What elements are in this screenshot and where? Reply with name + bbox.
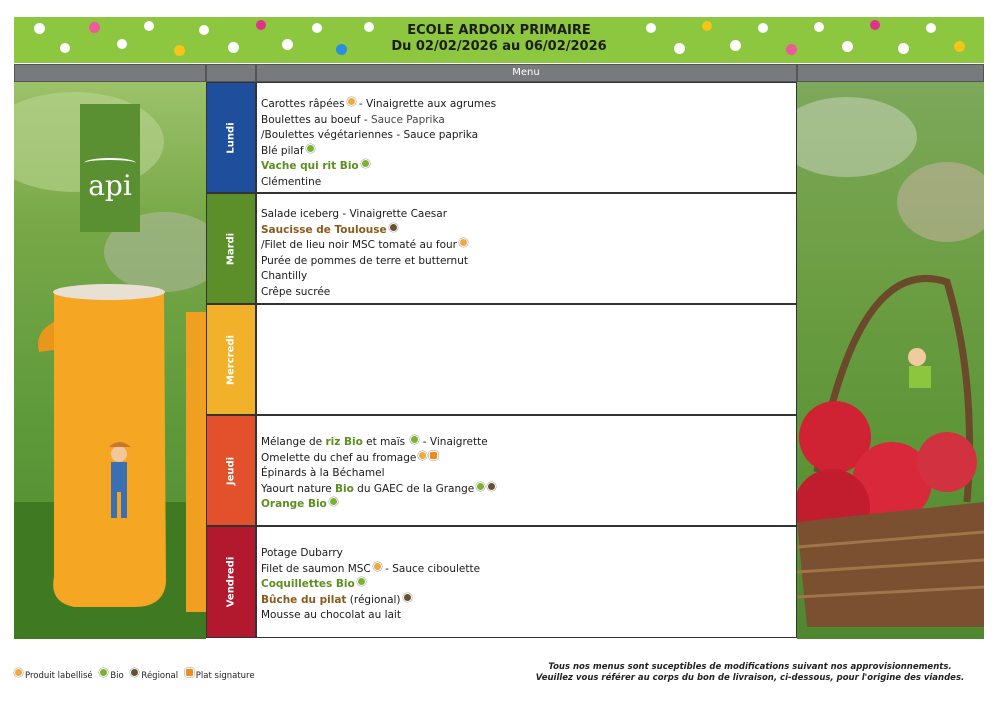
dish-name: Orange Bio	[261, 498, 327, 510]
dish-sauce: - Sauce ciboulette	[381, 562, 481, 575]
menu-line	[261, 97, 796, 113]
dish-name: Carottes râpées	[261, 98, 345, 110]
menu-line	[261, 113, 796, 129]
menu-line: Purée de pommes de terre et butternut	[261, 254, 468, 267]
bio-icon	[357, 577, 366, 586]
menu-cell-mercredi	[256, 304, 797, 415]
bio-icon	[329, 497, 338, 506]
regional-icon	[389, 223, 398, 232]
bio-icon	[99, 668, 108, 677]
day-jeudi	[206, 415, 256, 526]
bio-word: riz Bio	[325, 436, 363, 448]
note-line-2: Veuillez vous référer au corps du bon de livraison, ci-dessous, pour l'origine des viandes.	[535, 673, 965, 683]
legend-bio: Bio	[110, 671, 124, 681]
dish-name: Boulettes au boeuf -	[261, 113, 371, 126]
labelled-icon	[418, 451, 427, 460]
menu-line: Chantilly	[261, 270, 308, 282]
menu-line	[261, 577, 796, 593]
dish-name: /Filet de lieu noir MSC tomaté au four	[261, 239, 457, 251]
dish-origin: (régional)	[346, 593, 401, 606]
logo-text: api	[88, 169, 132, 202]
menu-cell-jeudi	[256, 415, 797, 526]
menu-line: Épinards à la Béchamel	[261, 467, 385, 479]
menu-cell-lundi	[256, 82, 797, 193]
day-mercredi	[206, 304, 256, 415]
dish-origin: du GAEC de la Grange	[353, 482, 475, 495]
menu-line	[261, 593, 796, 609]
footer-note	[530, 662, 970, 684]
day-mardi	[206, 193, 256, 304]
day-vendredi	[206, 526, 256, 638]
day-label-lundi: Lundi	[225, 121, 237, 154]
dish-name: Mélange de	[261, 436, 326, 448]
header-right	[797, 64, 984, 82]
bio-icon	[306, 144, 315, 153]
note-line-1: Tous nos menus sont suceptibles de modifications suivant nos approvisionnements.	[548, 662, 952, 672]
dish-sauce: - Vinaigrette	[419, 436, 488, 448]
dish-name: et maïs	[362, 436, 409, 448]
dish-name: Omelette du chef au fromage	[261, 451, 417, 464]
menu-line	[261, 497, 796, 513]
menu-line	[261, 435, 796, 451]
menu-line: Potage Dubarry	[261, 547, 343, 559]
regional-icon	[403, 593, 412, 602]
regional-icon	[130, 668, 139, 677]
bio-icon	[361, 159, 370, 168]
menu-line: Crêpe sucrée	[261, 285, 331, 298]
bio-word: Bio	[335, 482, 354, 495]
menu-cell-mardi	[256, 193, 797, 304]
menu-line: Mousse au chocolat au lait	[261, 609, 401, 621]
bio-icon	[476, 482, 485, 491]
day-label-vendredi: Vendredi	[225, 556, 237, 608]
apple-basket-photo	[797, 82, 984, 639]
signature-icon	[185, 668, 194, 677]
menu-line	[261, 144, 796, 160]
dish-name: Yaourt nature	[261, 482, 335, 495]
labelled-icon	[459, 238, 468, 247]
logo-swoosh	[84, 158, 136, 168]
dish-name: Filet de saumon MSC	[261, 562, 371, 575]
labelled-icon	[14, 668, 23, 677]
menu-line	[261, 159, 796, 175]
dish-sauce: Sauce Paprika	[370, 113, 445, 126]
menu-dates: Du 02/02/2026 au 06/02/2026	[391, 39, 607, 54]
dish-sauce: - Vinaigrette aux agrumes	[355, 98, 497, 110]
header-day	[206, 64, 256, 82]
dish-name: Bûche du pilat	[261, 593, 347, 606]
labelled-icon	[347, 97, 356, 106]
school-name: ECOLE ARDOIX PRIMAIRE	[407, 23, 591, 38]
menu-line	[261, 238, 796, 254]
regional-icon	[487, 482, 496, 491]
menu-line: Clémentine	[261, 175, 322, 188]
banner	[14, 17, 984, 63]
header-left	[14, 64, 206, 82]
legend-regional: Régional	[141, 671, 179, 681]
menu-line: Salade iceberg - Vinaigrette Caesar	[261, 208, 448, 220]
menu-line	[261, 451, 796, 467]
api-logo	[80, 104, 140, 232]
labelled-icon	[373, 562, 382, 571]
menu-line: /Boulettes végétariennes - Sauce paprika	[261, 129, 479, 141]
legend-labelled: Produit labellisé	[25, 671, 93, 681]
menu-line	[261, 482, 796, 498]
day-label-mercredi: Mercredi	[225, 334, 237, 385]
day-lundi	[206, 82, 256, 193]
dish-name: Coquillettes Bio	[261, 578, 355, 590]
menu-cell-vendredi	[256, 526, 797, 638]
dish-name: Blé pilaf	[261, 144, 304, 157]
menu-line	[261, 562, 796, 578]
signature-icon	[429, 451, 438, 460]
legend	[14, 668, 255, 681]
day-label-jeudi: Jeudi	[225, 456, 237, 485]
menu-header-label: Menu	[512, 67, 540, 78]
menu-line	[261, 223, 796, 239]
banner-title	[14, 23, 984, 55]
day-label-mardi: Mardi	[225, 232, 237, 265]
dish-name: Vache qui rit Bio	[261, 160, 359, 172]
legend-signature: Plat signature	[195, 671, 255, 681]
dish-name: Saucisse de Toulouse	[261, 223, 387, 236]
boot-photo	[14, 82, 206, 639]
